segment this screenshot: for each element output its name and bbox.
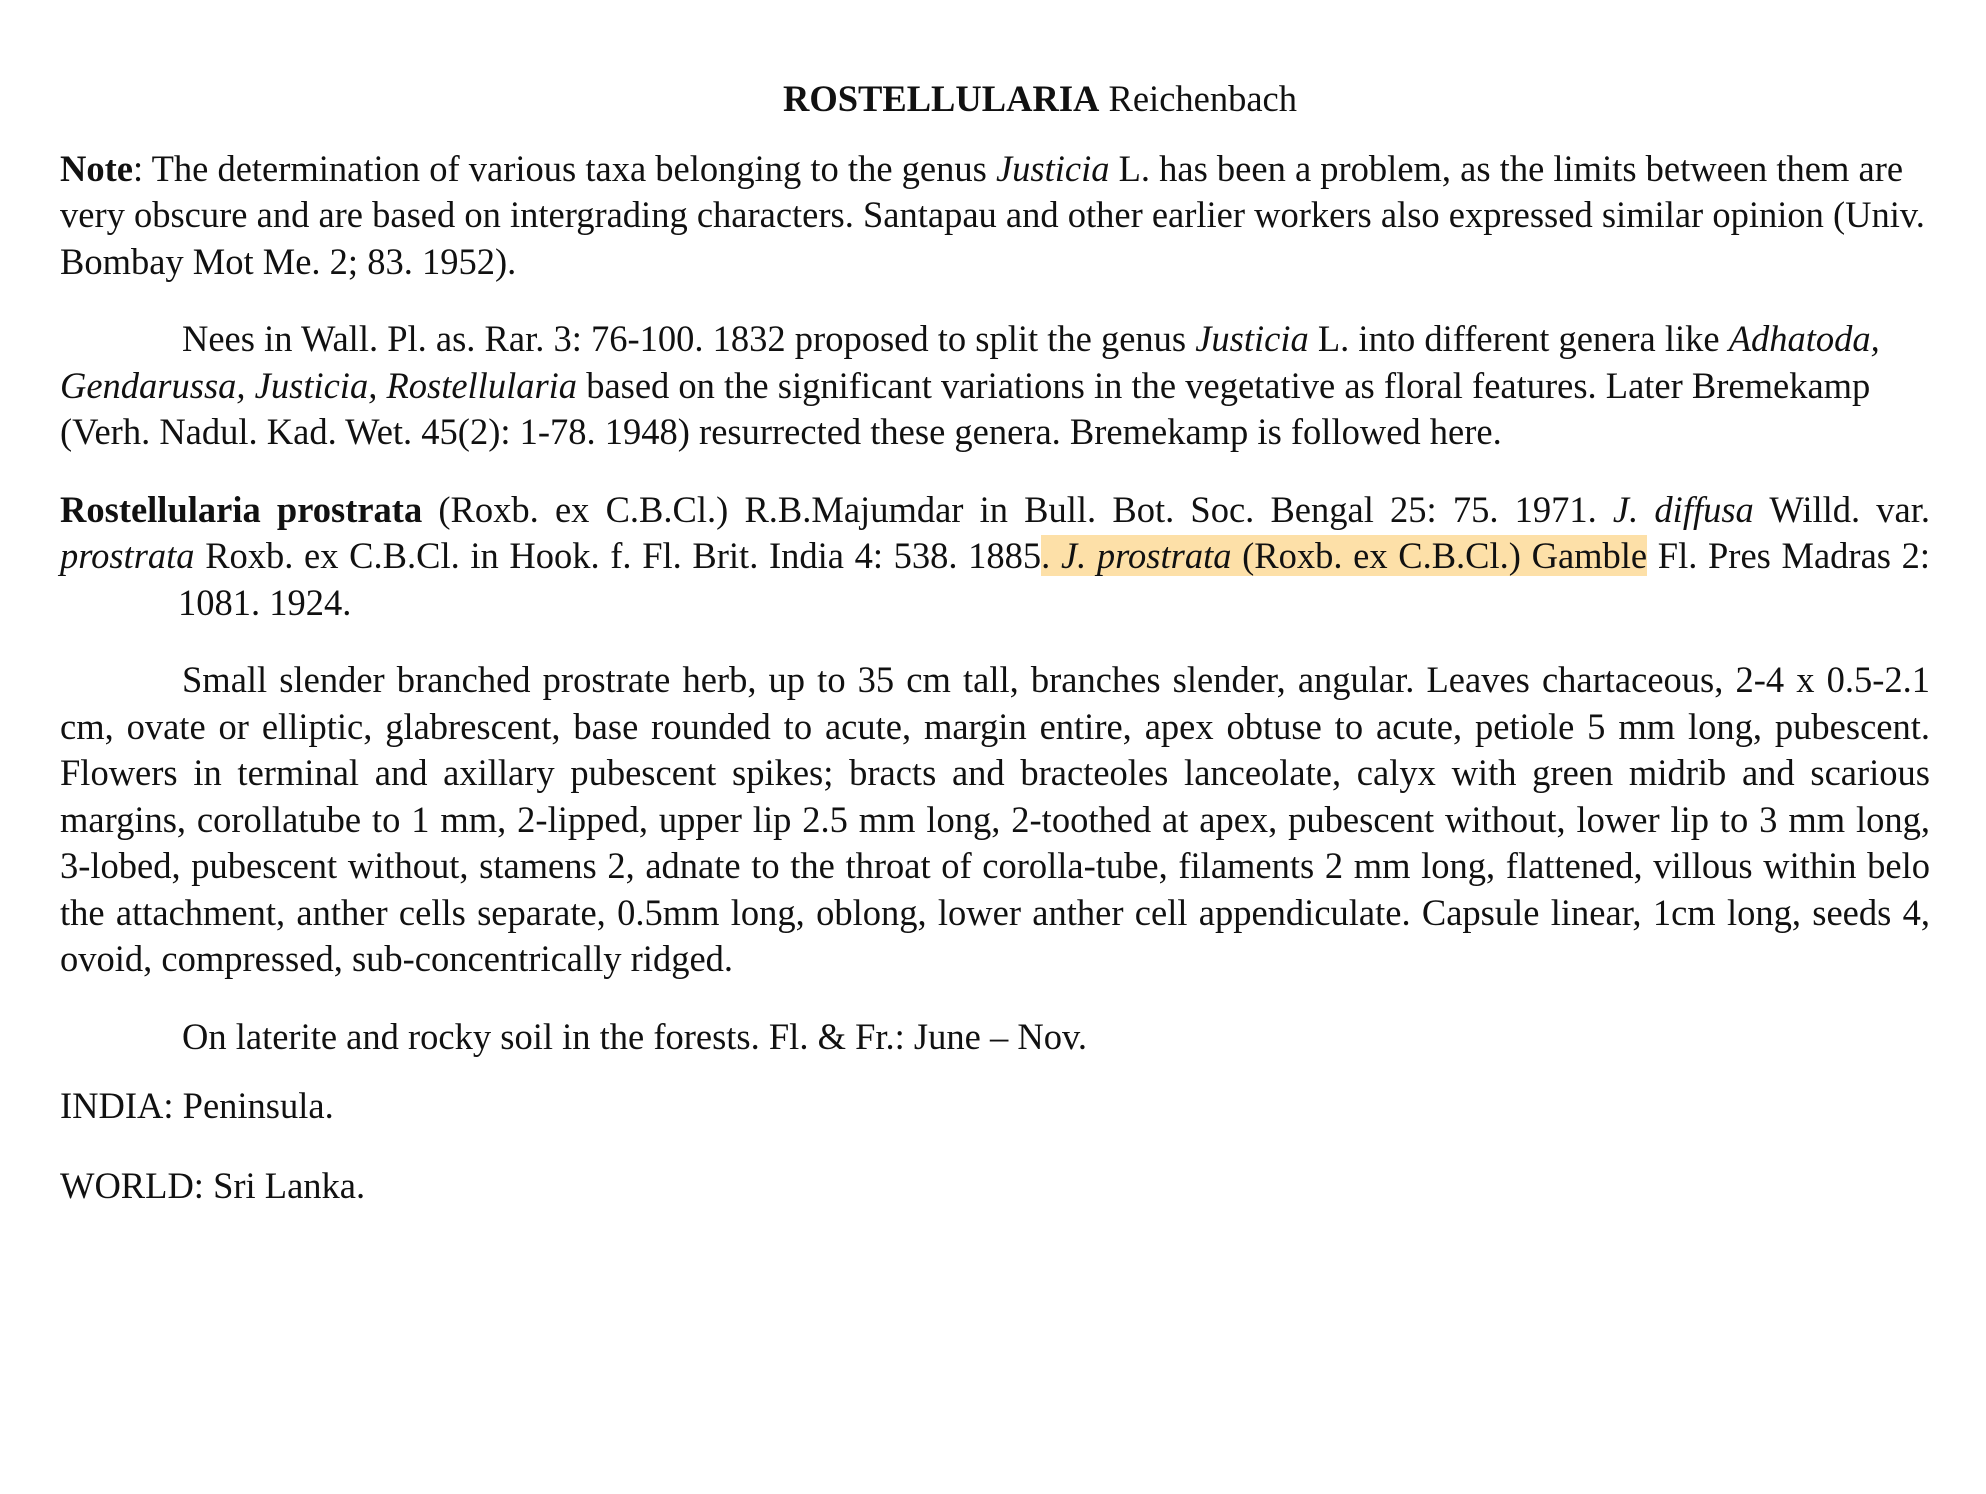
species-variety: prostrata xyxy=(60,535,195,576)
highlighted-synonym xyxy=(1041,535,1647,576)
distribution-world: WORLD: Sri Lanka. xyxy=(60,1164,366,1206)
nees-text-3: based on the significant variations in the vegetative as floral features. Later Bremekamp (Verh. Nadul. Kad. Wet. 45(2): 1-78. 1948) resurrected these genera. Bremekamp is followed here. xyxy=(60,364,1871,452)
document-page xyxy=(60,76,1930,1209)
species-citation-3: Roxb. ex C.B.Cl. in Hook. f. Fl. Brit. India 4: 538. 1885 xyxy=(194,535,1042,576)
highlight-dot: . xyxy=(1041,535,1051,576)
species-citation-4: Fl. Pres Madras 2: xyxy=(1647,535,1931,576)
highlight-synonym-author: (Roxb. ex C.B.Cl.) Gamble xyxy=(1231,535,1648,576)
distribution-india: INDIA: Peninsula. xyxy=(60,1085,334,1126)
species-citation-1: (Roxb. ex C.B.Cl.) R.B.Majumdar in Bull. Bot. Soc. Bengal 25: 75. 1971. xyxy=(422,488,1613,530)
highlight-synonym-name: J. prostrata xyxy=(1050,535,1232,576)
genus-author: Reichenbach xyxy=(1108,78,1298,119)
genus-heading xyxy=(60,76,1930,123)
note-label: Note xyxy=(60,147,133,189)
species-name: Rostellularia prostrata xyxy=(60,488,423,530)
species-citation-5: 1081. 1924. xyxy=(178,581,352,623)
nees-genera: Adhatoda, Gendarussa, Justicia, Rostellularia xyxy=(60,318,1880,406)
nees-paragraph xyxy=(60,316,1930,456)
note-text-1: : The determination of various taxa belonging to the genus xyxy=(132,147,996,189)
note-genus: Justicia xyxy=(995,147,1110,189)
genus-name: ROSTELLULARIA xyxy=(782,78,1100,119)
nees-text-2: L. into different genera like xyxy=(1308,318,1729,359)
habitat-paragraph: On laterite and rocky soil in the forests. Fl. & Fr.: June – Nov. xyxy=(182,1015,1087,1057)
note-paragraph xyxy=(60,146,1930,286)
species-citation-2: Willd. var. xyxy=(1753,488,1931,530)
nees-genus: Justicia xyxy=(1195,318,1309,359)
nees-text-1: Nees in Wall. Pl. as. Rar. 3: 76-100. 1832 proposed to split the genus xyxy=(182,318,1196,359)
species-paragraph xyxy=(60,487,1930,627)
note-text-2: L. has been a problem, as the limits between them are very obscure and are based on intergrading characters. Santapau and other earlier workers also expressed similar opinion (Univ. Bombay Mot Me. 2; 83. 1952). xyxy=(60,147,1925,282)
species-synonym-1: J. diffusa xyxy=(1612,488,1754,530)
description-paragraph: Small slender branched prostrate herb, up to 35 cm tall, branches slender, angular. Leaves chartaceous, 2-4 x 0.5-2.1 cm, ovate or elliptic, glabrescent, base rounded to acute, margin entire, apex obtuse to acute, petiole 5 mm long, pubescent. Flowers in terminal and axillary pubescent spikes; bracts and bracteoles lanceolate, calyx with green midrib and scarious margins, corollatube to 1 mm, 2-lipped, upper lip 2.5 mm long, 2-toothed at apex, pubescent without, lower lip to 3 mm long, 3-lobed, pubescent without, stamens 2, adnate to the throat of corolla-tube, filaments 2 mm long, flattened, villous within belo the attachment, anther cells separate, 0.5mm long, oblong, lower anther cell appendiculate. Capsule linear, 1cm long, seeds 4, ovoid, compressed, sub-concentrically ridged. xyxy=(60,659,1930,979)
